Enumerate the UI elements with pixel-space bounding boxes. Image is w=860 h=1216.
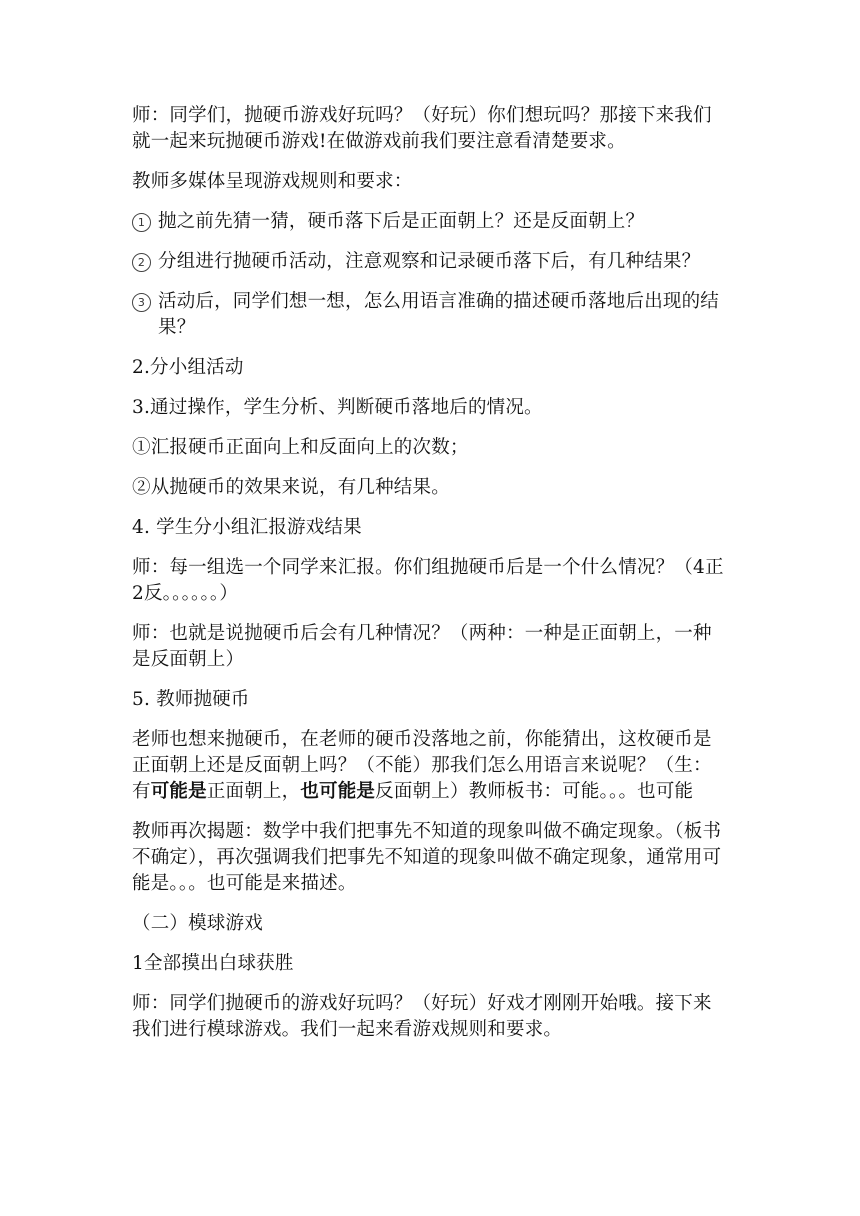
text-run: 反面朝上）教师板书：可能。。。也可能 [375,781,694,802]
rule-text: 活动后，同学们想一想，怎么用语言准确的描述硬币落地后出现的结果？ [158,291,720,338]
text-run: 老师也想来抛硬币，在老师的硬币没落地之前，你能猜出，这枚硬币是正面朝上还是反面朝上吗？（不能）那我们怎么用语言来说呢？（生：有 [132,729,712,802]
paragraph-teacher-coin [132,727,728,805]
paragraph-group-report: 师：每一组选一个同学来汇报。你们组抛硬币后是一个什么情况？（4正2反。。。。。。） [132,557,724,604]
bold-text-run: 可能是 [150,781,207,802]
rule-text: 抛之前先猜一猜，硬币落下后是正面朝上？还是反面朝上？ [158,211,645,232]
paragraph-uncertain: 教师再次揭题：数学中我们把事先不知道的现象叫做不确定现象。（板书不确定），再次强调我们把事先不知道的现象叫做不确定现象，通常用可能是。。。也可能是来描述。 [132,821,722,894]
paragraph-step-5: 5. 教师抛硬币 [132,689,250,710]
paragraph-step-3: 3.通过操作，学生分析、判断硬币落地后的情况。 [132,397,543,418]
paragraph-ball-game-intro: 师：同学们抛硬币的游戏好玩吗？（好玩）好戏才刚刚开始哦。接下来我们进行模球游戏。我们一起来看游戏规则和要求。 [132,993,712,1040]
paragraph-step-2: 2.分小组活动 [132,357,244,378]
rule-item-3 [132,289,728,341]
section-heading-ball-game: （二）模球游戏 [132,913,263,934]
paragraph-report-counts: ①汇报硬币正面向上和反面向上的次数； [132,437,469,458]
circled-number-icon: 3 [132,293,151,312]
rule-item-2 [132,249,728,275]
bold-text-run: 也可能是 [300,781,376,802]
text-run: 正面朝上， [206,781,301,802]
paragraph-rules-heading: 教师多媒体呈现游戏规则和要求： [132,171,413,192]
paragraph-white-ball: 1全部摸出白球获胜 [132,953,294,974]
circled-number-icon: 1 [132,213,151,232]
rule-text: 分组进行抛硬币活动，注意观察和记录硬币落下后，有几种结果？ [158,251,701,272]
paragraph-step-4: 4. 学生分小组汇报游戏结果 [132,517,362,538]
paragraph-intro: 师：同学们，抛硬币游戏好玩吗？（好玩）你们想玩吗？那接下来我们就一起来玩抛硬币游戏!在做游戏前我们要注意看清楚要求。 [132,105,712,152]
paragraph-two-outcomes: 师：也就是说抛硬币后会有几种情况？（两种：一种是正面朝上，一种是反面朝上） [132,623,712,670]
rule-item-1 [132,209,728,235]
paragraph-report-results: ②从抛硬币的效果来说，有几种结果。 [132,477,450,498]
circled-number-icon: 2 [132,253,151,272]
